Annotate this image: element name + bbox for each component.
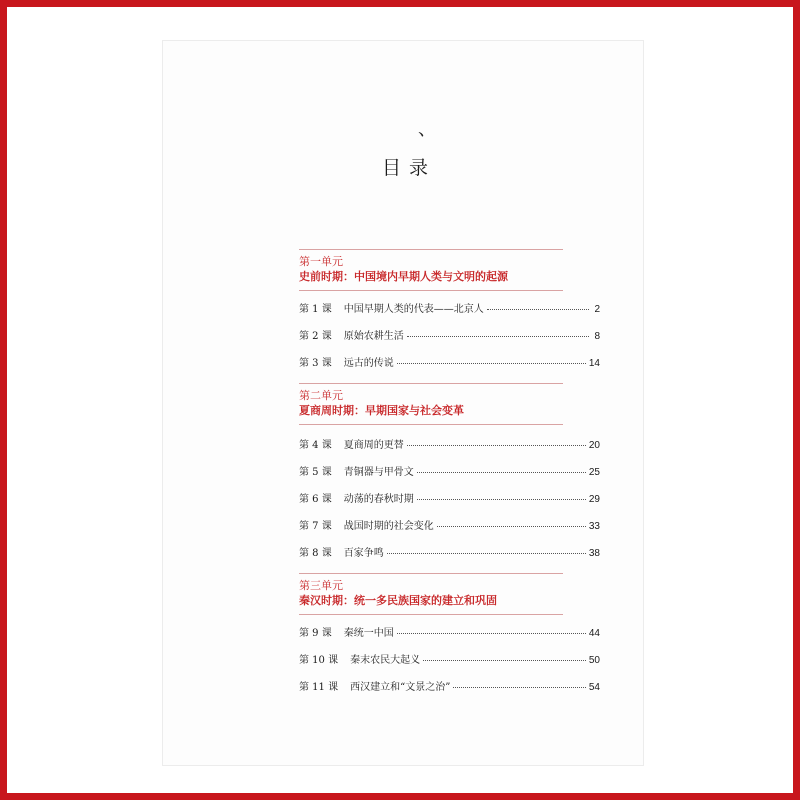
unit-number: 第一单元	[299, 255, 343, 268]
lesson-title: 远古的传说	[343, 358, 394, 369]
lesson-number: 第 11 课	[299, 682, 339, 693]
lesson-number: 第 10 课	[299, 655, 339, 666]
lesson-number: 第 9 课	[299, 628, 332, 639]
unit-divider	[299, 573, 563, 574]
dot-leader	[453, 687, 586, 688]
lesson-title: 百家争鸣	[343, 548, 384, 559]
page-number: 20	[588, 440, 600, 451]
unit-number: 第二单元	[299, 389, 343, 402]
dot-leader	[397, 633, 586, 634]
dot-leader	[417, 472, 586, 473]
lesson-number: 第 6 课	[299, 494, 332, 505]
lesson-title: 秦统一中国	[343, 628, 394, 639]
unit-name: 秦汉时期：统一多民族国家的建立和巩固	[299, 594, 497, 607]
toc-entry[interactable]	[299, 654, 600, 668]
unit-name: 夏商周时期：早期国家与社会变革	[299, 404, 464, 417]
lesson-number: 第 1 课	[299, 304, 332, 315]
dot-leader	[423, 660, 586, 661]
punctuation-mark: 、	[418, 119, 436, 140]
toc-entry[interactable]	[299, 681, 600, 695]
dot-leader	[437, 526, 586, 527]
page-number: 54	[588, 682, 600, 693]
dot-leader	[397, 363, 586, 364]
toc-entry[interactable]	[299, 520, 600, 534]
toc-entry[interactable]	[299, 303, 600, 317]
book-page	[163, 41, 643, 765]
lesson-number: 第 7 课	[299, 521, 332, 532]
toc-entry[interactable]	[299, 439, 600, 453]
lesson-title: 中国早期人类的代表——北京人	[343, 304, 484, 315]
lesson-title: 动荡的春秋时期	[343, 494, 414, 505]
page-number: 8	[594, 331, 600, 342]
unit-name: 史前时期：中国境内早期人类与文明的起源	[299, 270, 508, 283]
unit-divider	[299, 614, 563, 615]
lesson-number: 第 3 课	[299, 358, 332, 369]
lesson-title: 战国时期的社会变化	[343, 521, 434, 532]
page-number: 33	[588, 521, 600, 532]
unit-1-header	[299, 249, 563, 291]
lesson-title: 青铜器与甲骨文	[343, 467, 414, 478]
page-number: 44	[588, 628, 600, 639]
page-title: 目录	[381, 157, 436, 179]
unit-divider	[299, 249, 563, 250]
toc-entry[interactable]	[299, 627, 600, 641]
page-number: 29	[588, 494, 600, 505]
lesson-number: 第 2 课	[299, 331, 332, 342]
dot-leader	[407, 336, 589, 337]
page-number: 2	[594, 304, 600, 315]
dot-leader	[487, 309, 589, 310]
page-number: 14	[588, 358, 600, 369]
lesson-number: 第 5 课	[299, 467, 332, 478]
dot-leader	[407, 445, 586, 446]
page-number: 50	[588, 655, 600, 666]
page-number: 38	[588, 548, 600, 559]
unit-divider	[299, 424, 563, 425]
unit-3-header	[299, 573, 563, 615]
dot-leader	[387, 553, 586, 554]
lesson-title: 夏商周的更替	[343, 440, 404, 451]
unit-divider	[299, 383, 563, 384]
lesson-number: 第 8 课	[299, 548, 332, 559]
toc-entry[interactable]	[299, 466, 600, 480]
toc-entry[interactable]	[299, 330, 600, 344]
lesson-title: 原始农耕生活	[343, 331, 404, 342]
lesson-number: 第 4 课	[299, 440, 332, 451]
unit-number: 第三单元	[299, 579, 343, 592]
page-number: 25	[588, 467, 600, 478]
lesson-title: 秦末农民大起义	[350, 655, 421, 666]
dot-leader	[417, 499, 586, 500]
lesson-title: 西汉建立和“文景之治”	[350, 682, 451, 693]
unit-2-header	[299, 383, 563, 425]
toc-entry[interactable]	[299, 357, 600, 371]
toc-entry[interactable]	[299, 493, 600, 507]
toc-entry[interactable]	[299, 547, 600, 561]
unit-divider	[299, 290, 563, 291]
